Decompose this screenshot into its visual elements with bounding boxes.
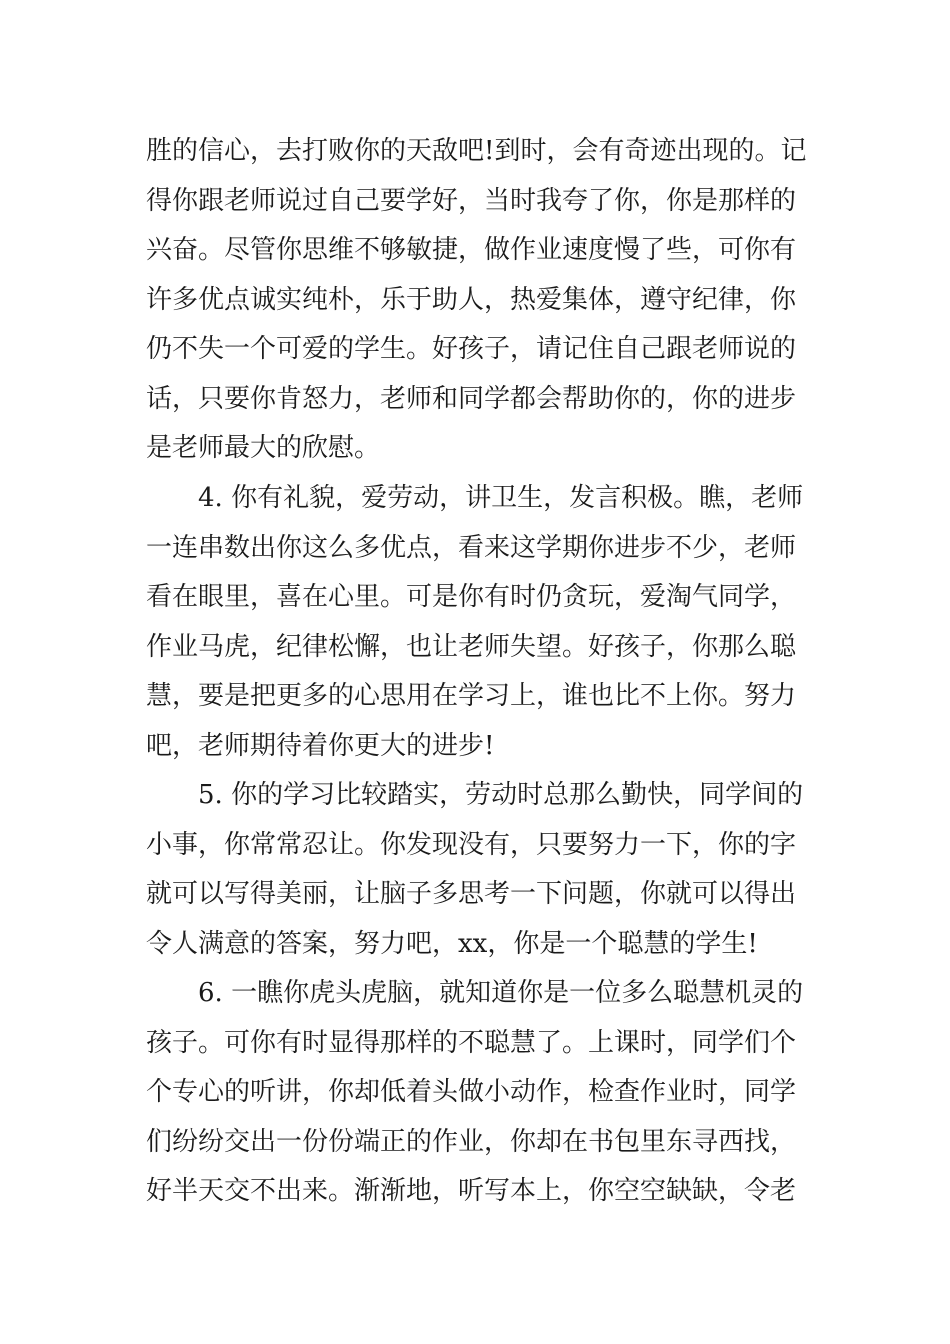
text-line: 小事，你常常忍让。你发现没有，只要努力一下，你的字 <box>146 830 797 860</box>
text-line: 吧，老师期待着你更大的进步! <box>146 731 495 761</box>
text-line: 令人满意的答案，努力吧，xx，你是一个聪慧的学生! <box>146 929 758 959</box>
text-line: 兴奋。尽管你思维不够敏捷，做作业速度慢了些，可你有 <box>146 235 797 265</box>
text-line: 们纷纷交出一份份端正的作业，你却在书包里东寻西找， <box>146 1127 797 1157</box>
text-line: 好半天交不出来。渐渐地，听写本上，你空空缺缺，令老 <box>146 1176 797 1206</box>
paragraph-start-line: 4. 你有礼貌，爱劳动，讲卫生，发言积极。瞧，老师 <box>198 483 804 513</box>
text-line: 一连串数出你这么多优点，看来这学期你进步不少，老师 <box>146 533 797 563</box>
text-line: 慧，要是把更多的心思用在学习上，谁也比不上你。努力 <box>146 681 797 711</box>
paragraph-start-line: 6. 一瞧你虎头虎脑，就知道你是一位多么聪慧机灵的 <box>198 978 804 1008</box>
text-line: 孩子。可你有时显得那样的不聪慧了。上课时，同学们个 <box>146 1028 797 1058</box>
text-line: 是老师最大的欣慰。 <box>146 433 381 463</box>
paragraph-start-line: 5. 你的学习比较踏实，劳动时总那么勤快，同学间的 <box>198 780 804 810</box>
text-line: 个专心的听讲，你却低着头做小动作，检查作业时，同学 <box>146 1077 797 1107</box>
text-line: 仍不失一个可爱的学生。好孩子，请记住自己跟老师说的 <box>146 334 797 364</box>
text-line: 胜的信心，去打败你的天敌吧!到时，会有奇迹出现的。记 <box>146 136 807 166</box>
text-line: 作业马虎，纪律松懈，也让老师失望。好孩子，你那么聪 <box>146 632 797 662</box>
text-line: 看在眼里，喜在心里。可是你有时仍贪玩，爱淘气同学， <box>146 582 797 612</box>
text-line: 许多优点诚实纯朴，乐于助人，热爱集体，遵守纪律，你 <box>146 285 797 315</box>
text-line: 话，只要你肯怒力，老师和同学都会帮助你的，你的进步 <box>146 384 797 414</box>
text-line: 就可以写得美丽，让脑子多思考一下问题，你就可以得出 <box>146 879 797 909</box>
text-line: 得你跟老师说过自己要学好，当时我夸了你，你是那样的 <box>146 186 797 216</box>
